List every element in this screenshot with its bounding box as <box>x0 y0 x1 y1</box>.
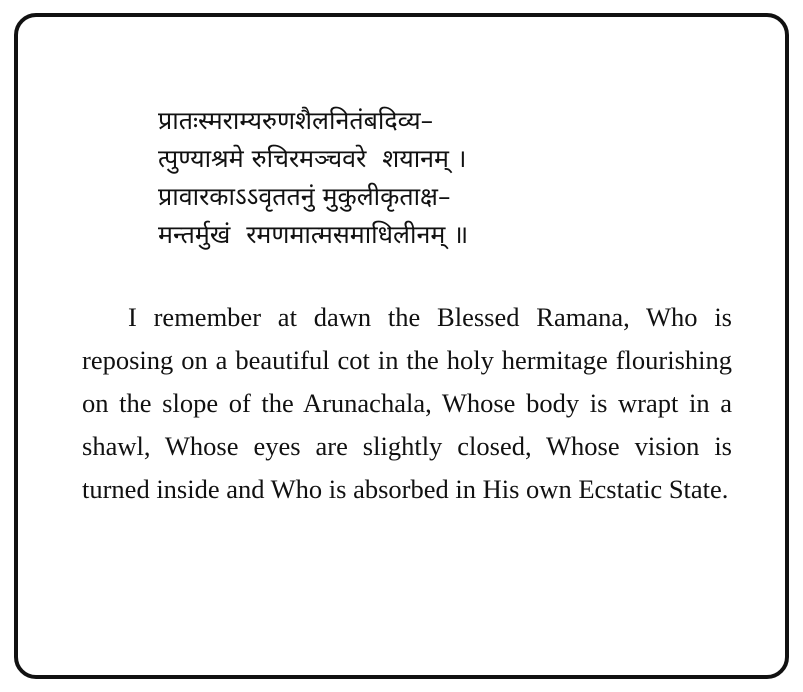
rounded-border-frame <box>14 13 789 679</box>
translation-text: I remember at dawn the Blessed Ramana, Who is reposing on a beautiful cot in the holy hermitage flourishing on the slope of the Arunachala, Whose body is wrapt in a shawl, Whose eyes are slightly closed, Whose vision is turned inside and Who is absorbed in His own Ecstatic State. <box>82 302 732 504</box>
verse-line-2: त्पुण्याश्रमे रुचिरमञ्चवरे शयानम् । <box>158 144 467 173</box>
document-content <box>78 102 738 511</box>
verse-line-3: प्रावारकाऽऽवृततनुं मुकुलीकृताक्ष– <box>158 182 451 211</box>
english-translation <box>78 296 738 511</box>
verse-line-4: मन्तर्मुखं रमणमात्मसमाधिलीनम् ॥ <box>158 220 469 249</box>
sanskrit-verse <box>78 102 738 254</box>
verse-line-1: प्रातःस्मराम्यरुणशैलनितंबदिव्य– <box>158 106 434 135</box>
